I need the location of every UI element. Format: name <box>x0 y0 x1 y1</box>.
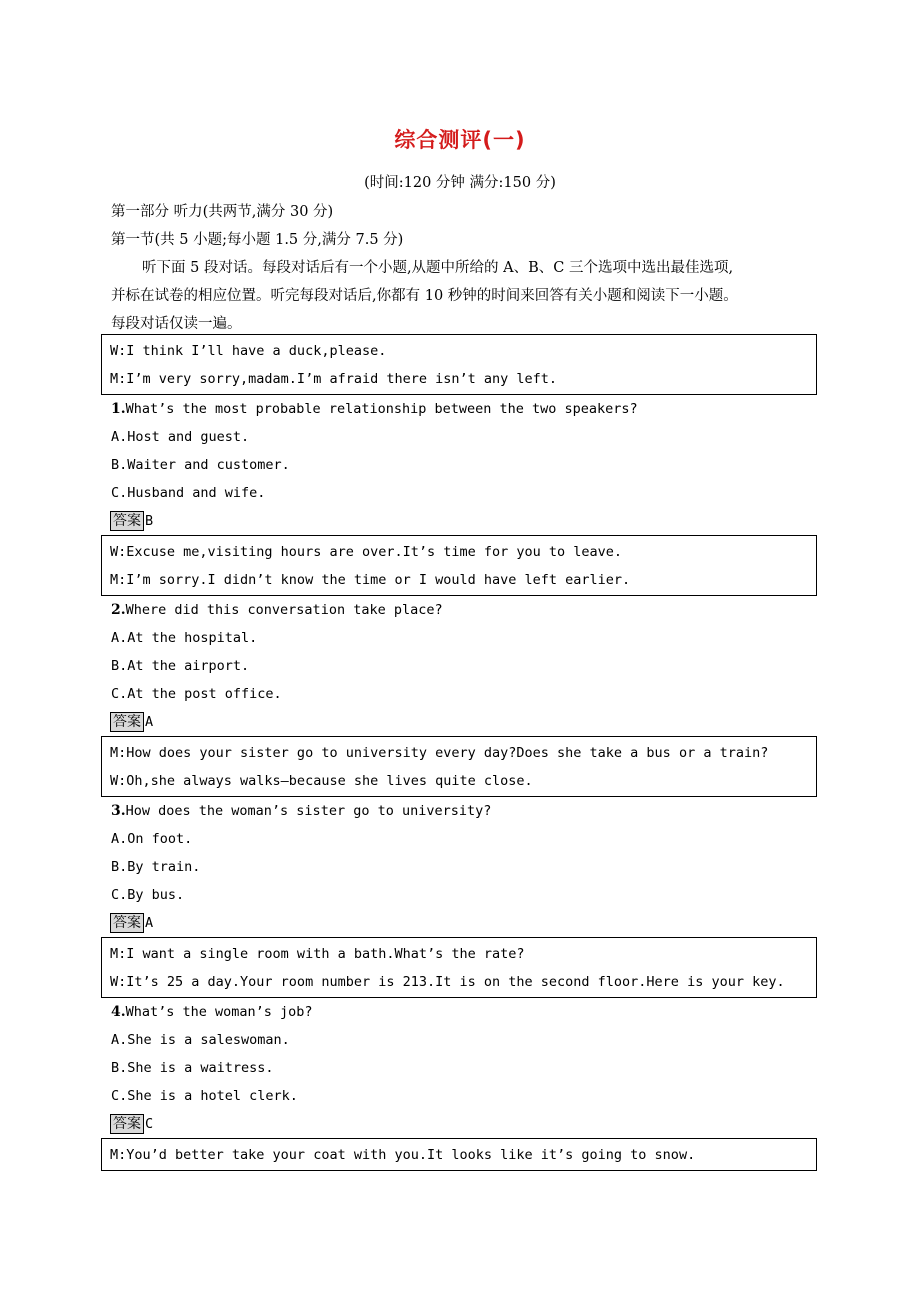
option-a: A.At the hospital. <box>111 630 258 646</box>
page-title: 综合测评(一) <box>394 128 526 152</box>
dialog-line: W:It’s 25 a day.Your room number is 213.It is on the second floor.Here is your key. <box>110 974 785 990</box>
answer-value: A <box>145 915 154 931</box>
instruction-line: 并标在试卷的相应位置。听完每段对话后,你都有 10 秒钟的时间来回答有关小题和阅读下一小题。 <box>111 288 738 304</box>
dialog-box-3 <box>101 736 817 797</box>
answer-label: 答案 <box>110 1114 144 1134</box>
part-heading: 第一部分 听力(共两节,满分 30 分) <box>111 204 334 220</box>
question-text: What’s the most probable relationship between the two speakers? <box>125 401 638 417</box>
dialog-line: W:Oh,she always walks—because she lives quite close. <box>110 773 533 789</box>
answer-row-4 <box>110 1114 153 1134</box>
dialog-line: M:I’m very sorry,madam.I’m afraid there isn’t any left. <box>110 371 558 387</box>
option-a: A.Host and guest. <box>111 429 250 445</box>
dialog-box-4 <box>101 937 817 998</box>
option-c: C.Husband and wife. <box>111 485 266 501</box>
dialog-line: M:I want a single room with a bath.What’s the rate? <box>110 946 525 962</box>
question-4 <box>111 1004 313 1020</box>
answer-row-3 <box>110 913 153 933</box>
option-b: B.At the airport. <box>111 658 250 674</box>
answer-value: B <box>145 513 154 529</box>
answer-value: A <box>145 714 154 730</box>
question-number: 2. <box>111 602 126 618</box>
dialog-line: W:Excuse me,visiting hours are over.It’s time for you to leave. <box>110 544 623 560</box>
answer-label: 答案 <box>110 712 144 732</box>
dialog-box-1 <box>101 334 817 395</box>
dialog-box-5 <box>101 1138 817 1171</box>
exam-time-score: (时间:120 分钟 满分:150 分) <box>364 175 556 191</box>
question-text: How does the woman’s sister go to university? <box>125 803 492 819</box>
option-a: A.On foot. <box>111 831 193 847</box>
option-b: B.She is a waitress. <box>111 1060 274 1076</box>
question-2 <box>111 602 443 618</box>
option-b: B.Waiter and customer. <box>111 457 290 473</box>
dialog-line: M:I’m sorry.I didn’t know the time or I would have left earlier. <box>110 572 631 588</box>
question-1 <box>111 401 638 417</box>
option-c: C.At the post office. <box>111 686 282 702</box>
option-b: B.By train. <box>111 859 201 875</box>
answer-label: 答案 <box>110 913 144 933</box>
answer-label: 答案 <box>110 511 144 531</box>
dialog-line: W:I think I’ll have a duck,please. <box>110 343 387 359</box>
dialog-box-2 <box>101 535 817 596</box>
option-c: C.She is a hotel clerk. <box>111 1088 298 1104</box>
section-heading: 第一节(共 5 小题;每小题 1.5 分,满分 7.5 分) <box>111 232 404 248</box>
instruction-line: 每段对话仅读一遍。 <box>111 316 242 332</box>
option-c: C.By bus. <box>111 887 185 903</box>
dialog-line: M:How does your sister go to university every day?Does she take a bus or a train? <box>110 745 769 761</box>
instruction-line: 听下面 5 段对话。每段对话后有一个小题,从题中所给的 A、B、C 三个选项中选出最佳选项, <box>142 260 734 276</box>
option-a: A.She is a saleswoman. <box>111 1032 290 1048</box>
question-number: 3. <box>111 803 126 819</box>
question-number: 4. <box>111 1004 126 1020</box>
question-text: Where did this conversation take place? <box>125 602 443 618</box>
answer-row-2 <box>110 712 153 732</box>
answer-value: C <box>145 1116 154 1132</box>
question-number: 1. <box>111 401 126 417</box>
question-text: What’s the woman’s job? <box>125 1004 313 1020</box>
dialog-line: M:You’d better take your coat with you.It looks like it’s going to snow. <box>110 1147 696 1163</box>
answer-row-1 <box>110 511 153 531</box>
question-3 <box>111 803 491 819</box>
